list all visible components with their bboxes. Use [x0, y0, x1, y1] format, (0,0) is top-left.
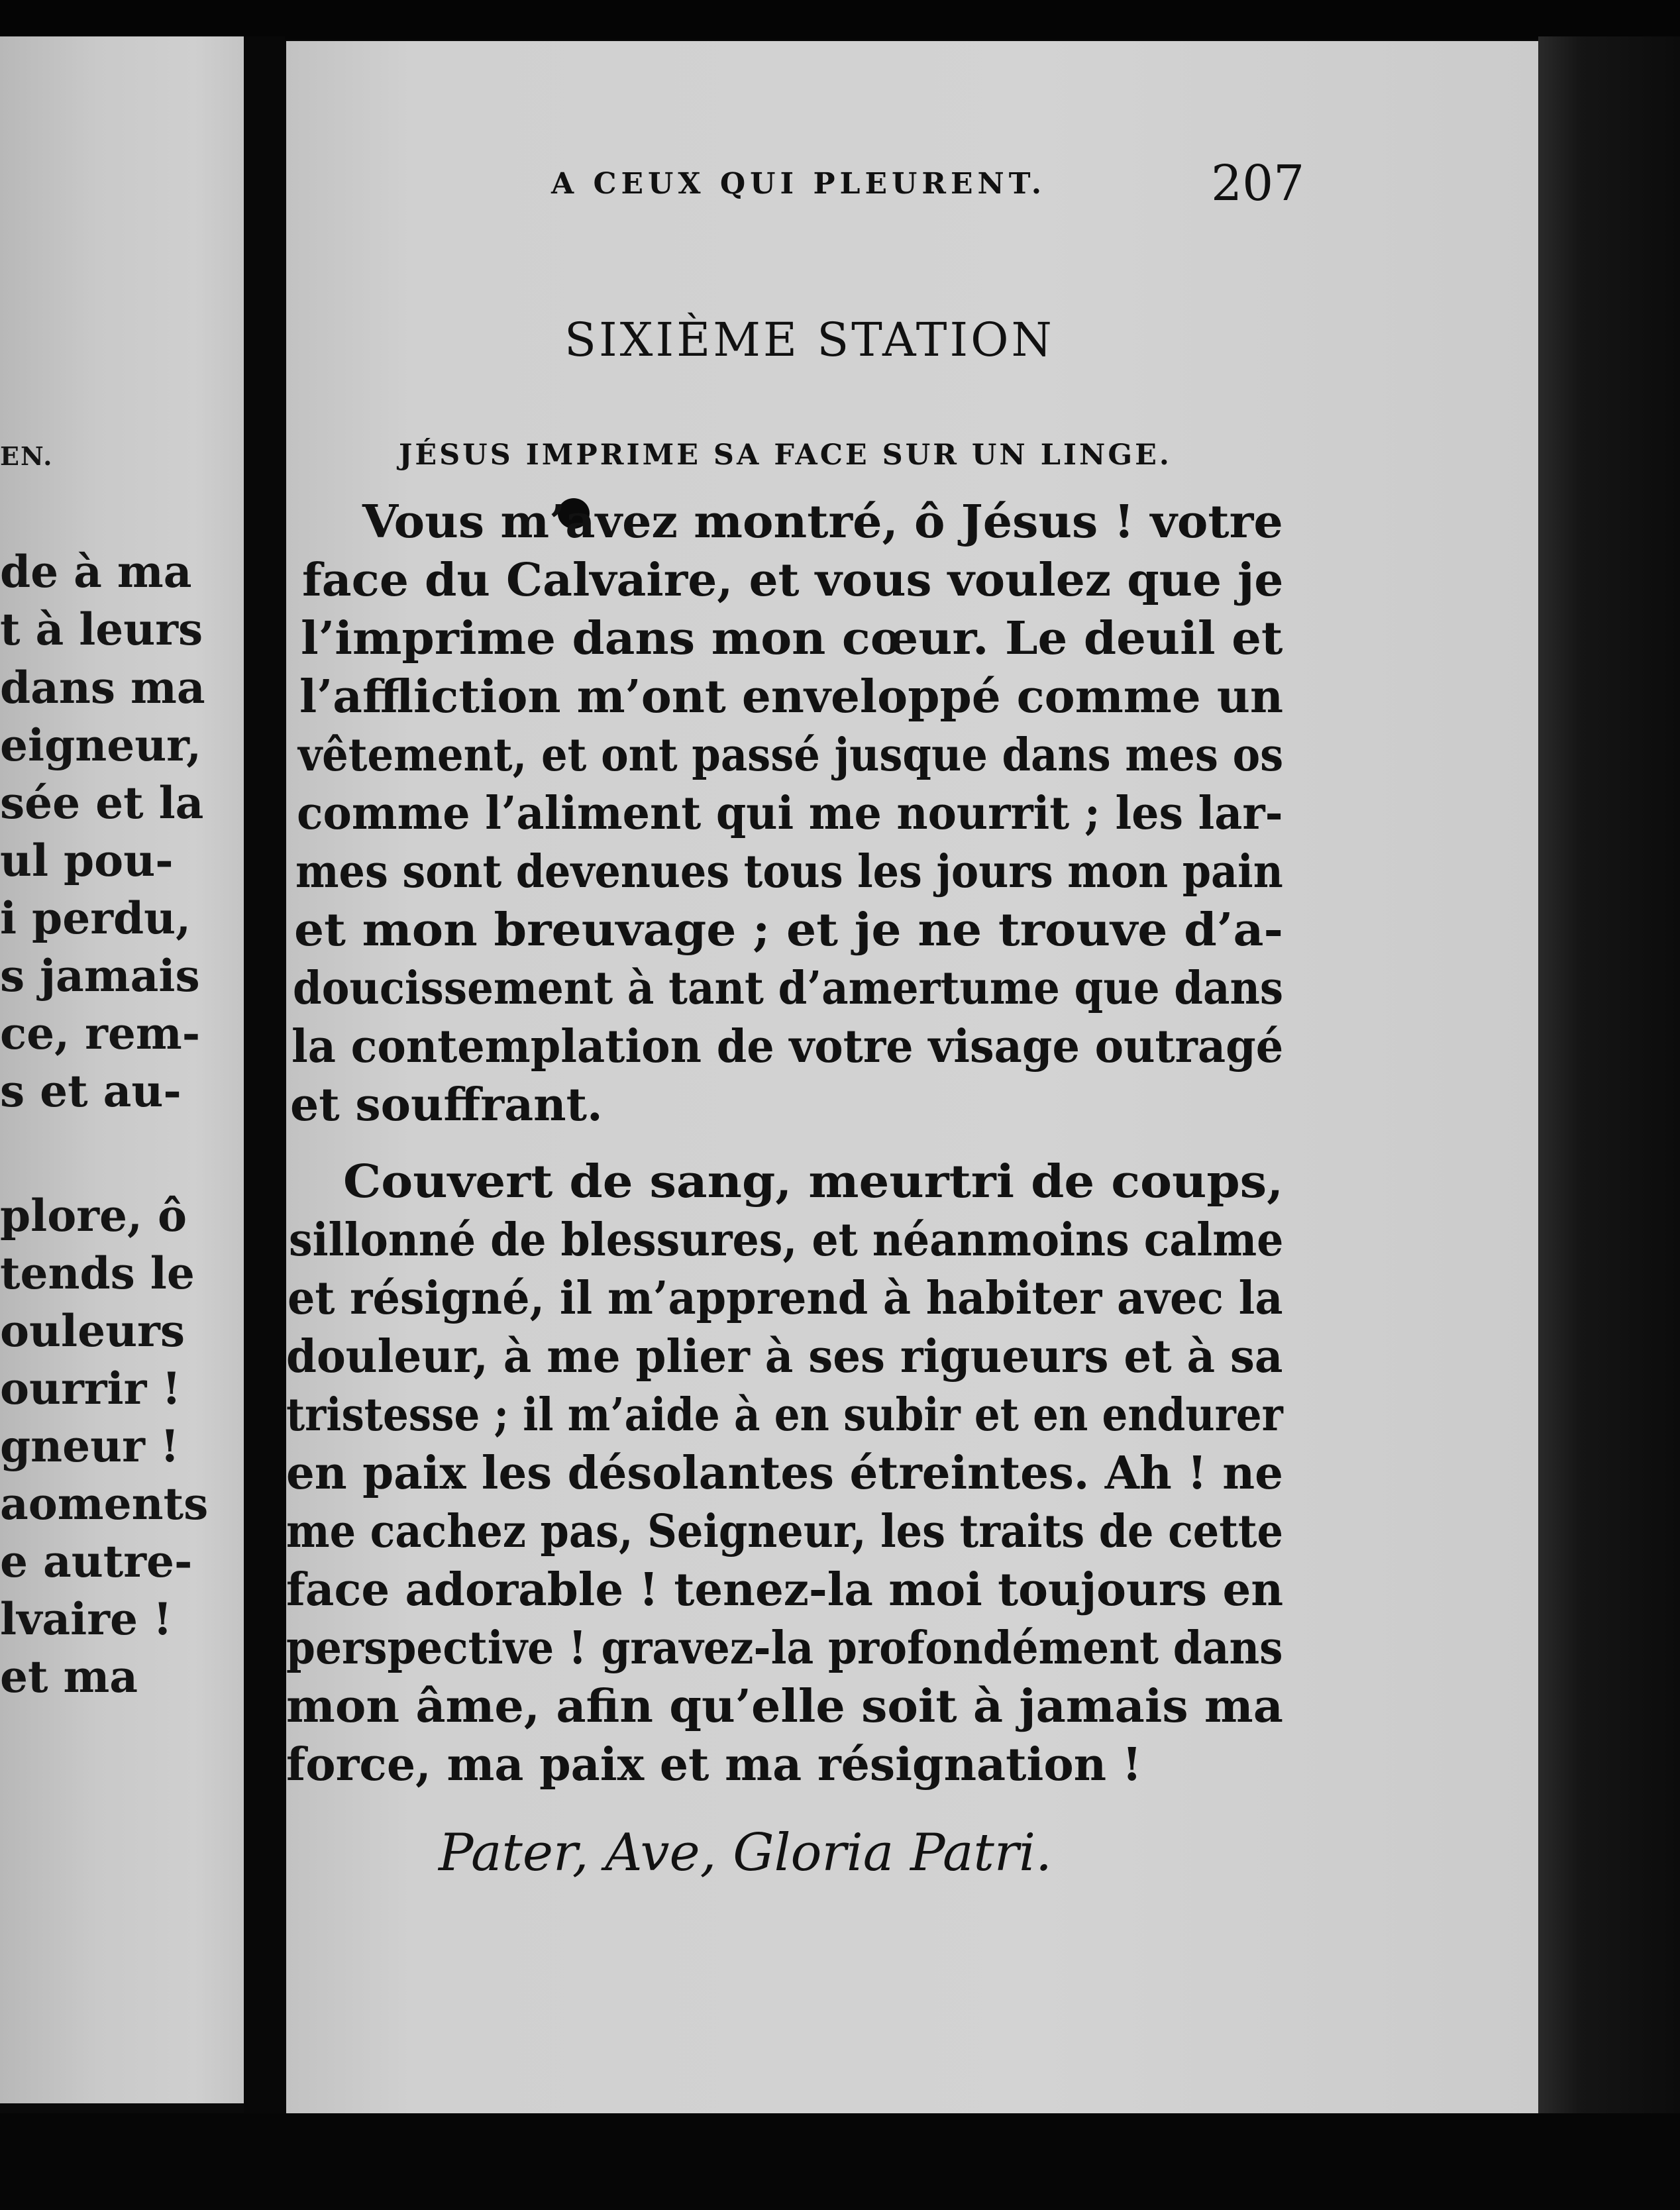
paragraph-line: la contemplation de votre visage outragé — [291, 1020, 1284, 1073]
paragraph-line: sillonné de blessures, et néanmoins calme — [289, 1214, 1284, 1267]
left-page — [0, 36, 244, 2103]
book-gutter — [244, 36, 285, 2210]
paragraph-line: mes sont devenues tous les jours mon pain — [295, 845, 1283, 898]
paragraph-line: et mon breuvage ; et je ne trouve d’a- — [294, 904, 1283, 957]
left-page-line: ouleurs — [0, 1305, 185, 1357]
station-title: SIXIÈME STATION — [564, 313, 1055, 367]
left-page-line: de à ma — [0, 546, 192, 598]
running-head: A CEUX QUI PLEURENT. — [551, 167, 1047, 201]
left-page-line: plore, ô — [0, 1190, 187, 1241]
left-page-line: eigneur, — [0, 719, 202, 771]
right-page — [286, 41, 1538, 2116]
left-page-line: aoments — [0, 1478, 209, 1530]
paragraph-line: mon âme, afin qu’elle soit à jamais ma — [286, 1680, 1283, 1733]
left-page-line: ourrir ! — [0, 1363, 182, 1414]
paragraph-line: et résigné, il m’apprend à habiter avec la — [288, 1272, 1283, 1325]
paragraph-line: tristesse ; il m’aide à en subir et en endurer — [286, 1389, 1283, 1442]
paragraph-line: l’imprime dans mon cœur. Le deuil et — [301, 612, 1283, 665]
left-page-line: s jamais — [0, 950, 200, 1002]
paragraph-line: l’affliction m’ont enveloppé comme un — [299, 670, 1284, 723]
paragraph-line: face adorable ! tenez-la moi toujours en — [286, 1563, 1284, 1616]
left-page-line: gneur ! — [0, 1420, 180, 1472]
bottom-scan-border — [0, 2113, 1680, 2210]
left-page-line: t à leurs — [0, 604, 203, 655]
left-page-line: lvaire ! — [0, 1593, 172, 1645]
paragraph-line: doucissement à tant d’amertume que dans — [293, 962, 1284, 1015]
paragraph-line: en paix les désolantes étreintes. Ah ! ne — [286, 1447, 1283, 1500]
left-page-line: e autre- — [0, 1536, 193, 1587]
paragraph-line: douleur, à me plier à ses rigueurs et à sa — [286, 1330, 1283, 1383]
station-subtitle: JÉSUS IMPRIME SA FACE SUR UN LINGE. — [399, 439, 1172, 472]
right-scan-border — [1538, 36, 1680, 2210]
paragraph-line: et souffrant. — [290, 1079, 603, 1131]
paragraph-line: force, ma paix et ma résignation ! — [286, 1738, 1142, 1791]
paragraph-line: Vous m’avez montré, ô Jésus ! votre — [362, 496, 1283, 549]
left-page-header-fragment: EN. — [0, 441, 54, 471]
closing-prayer: Pater, Ave, Gloria Patri. — [439, 1823, 1052, 1883]
left-page-line: dans ma — [0, 662, 205, 713]
left-page-line: i perdu, — [0, 892, 191, 944]
paragraph-line: comme l’aliment qui me nourrit ; les lar- — [297, 787, 1283, 840]
page-number: 207 — [1211, 155, 1305, 212]
left-page-line: sée et la — [0, 777, 204, 829]
left-page-line: et ma — [0, 1651, 138, 1703]
left-page-line: ce, rem- — [0, 1008, 201, 1059]
paragraph-line: me cachez pas, Seigneur, les traits de cette — [286, 1505, 1283, 1558]
paragraph-line: Couvert de sang, meurtri de coups, — [343, 1155, 1284, 1208]
left-page-line: ul pou- — [0, 835, 174, 886]
top-scan-border — [0, 0, 1680, 40]
left-page-line: s et au- — [0, 1065, 182, 1117]
paragraph-line: vêtement, et ont passé jusque dans mes os — [298, 729, 1284, 782]
paragraph-line: face du Calvaire, et vous voulez que je — [302, 554, 1284, 607]
paragraph-line: perspective ! gravez-la profondément dans — [286, 1622, 1283, 1675]
left-page-line: tends le — [0, 1247, 195, 1299]
